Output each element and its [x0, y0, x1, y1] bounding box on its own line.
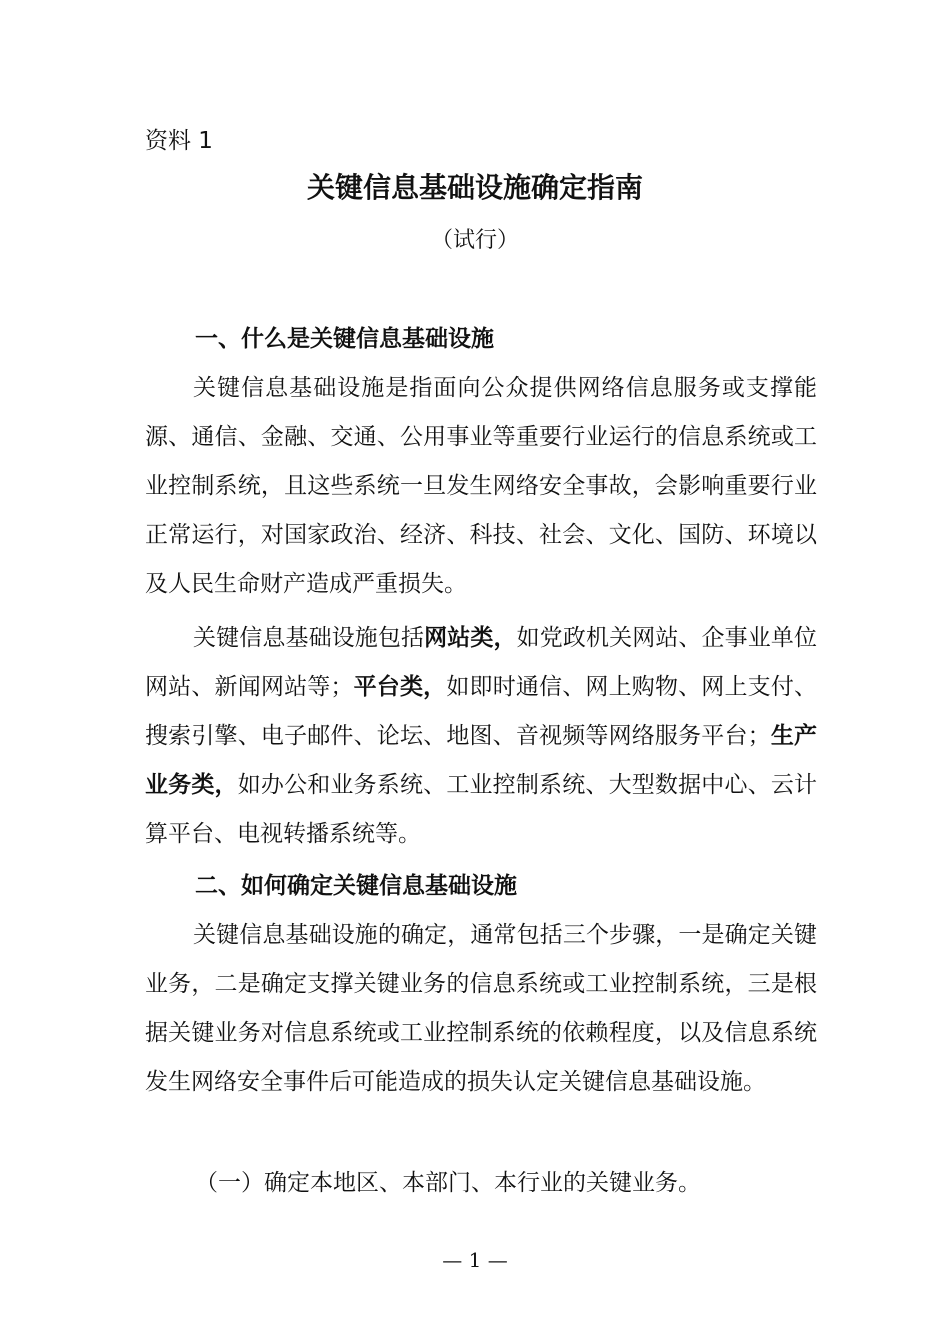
- sub-item-heading: （一）确定本地区、本部门、本行业的关键业务。: [195, 1170, 701, 1196]
- paragraph-text-segment: 如办公和业务系统、工业控制系统、大型数据中心、云计算平台、电视转播系统等。: [145, 772, 818, 847]
- paragraph-text-segment: 如党政机关网站、企事业单位网站、新闻网站等；: [145, 625, 818, 700]
- paragraph-steps: 关键信息基础设施的确定，通常包括三个步骤，一是确定关键业务，二是确定支撑关键业务的信息系统或工业控制系统，三是根据关键业务对信息系统或工业控制系统的依赖程度，以及信息系统发生网络安全事件后可能造成的损失认定关键信息基础设施。: [145, 922, 817, 1095]
- page-number: — 1 —: [442, 1248, 508, 1272]
- document-subtitle: （试行）: [430, 228, 519, 253]
- section-heading-1: 一、什么是关键信息基础设施: [195, 326, 494, 352]
- paragraph-categories: [145, 614, 817, 859]
- section-heading-2: 二、如何确定关键信息基础设施: [195, 873, 517, 899]
- category-website-label: 网站类，: [424, 625, 517, 651]
- paragraph-definition: 关键信息基础设施是指面向公众提供网络信息服务或支撑能源、通信、金融、交通、公用事业等重要行业运行的信息系统或工业控制系统，且这些系统一旦发生网络安全事故，会影响重要行业正常运行，对国家政治、经济、科技、社会、文化、国防、环境以及人民生命财产造成严重损失。: [145, 375, 817, 597]
- category-platform-label: 平台类，: [353, 674, 447, 700]
- paragraph-text-segment: 如即时通信、网上购物、网上支付、搜索引擎、电子邮件、论坛、地图、音视频等网络服务平台；: [145, 674, 818, 749]
- paragraph-text-segment: 关键信息基础设施包括: [193, 625, 425, 651]
- document-label: 资料 1: [145, 128, 213, 154]
- category-production-label: 生产业务类，: [145, 723, 818, 798]
- document-title: 关键信息基础设施确定指南: [306, 171, 643, 204]
